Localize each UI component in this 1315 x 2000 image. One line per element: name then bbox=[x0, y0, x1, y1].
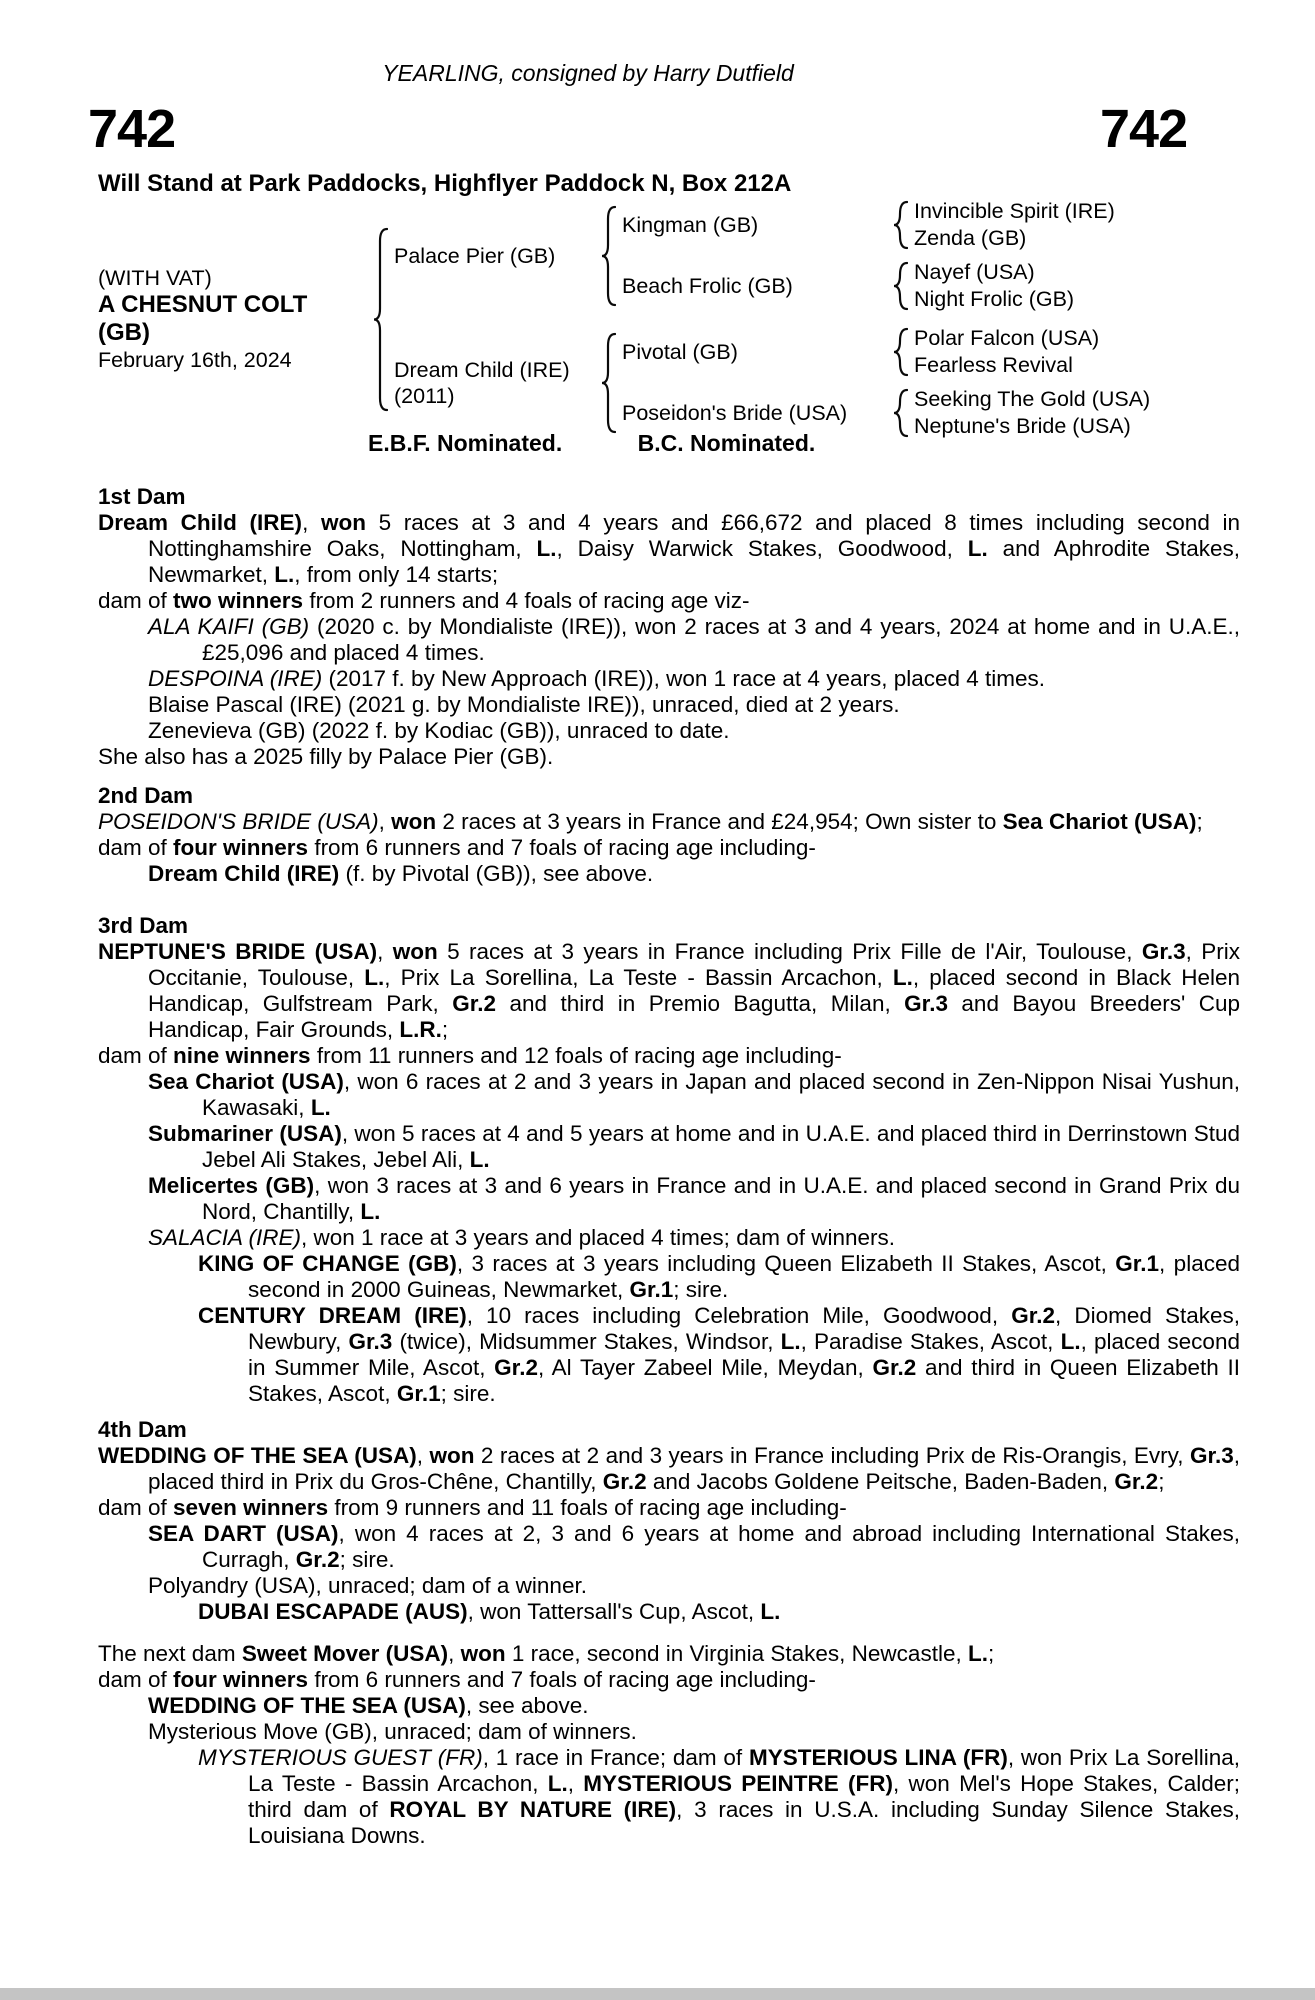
section-heading: 3rd Dam bbox=[98, 913, 189, 938]
text-run: dam of bbox=[98, 1667, 174, 1692]
bc-nominated-label: B.C. Nominated. bbox=[637, 430, 816, 456]
text-run: , won Mel's Hope Stakes, Calder; third dam of bbox=[248, 1771, 1240, 1822]
pedigree-table bbox=[98, 198, 1244, 440]
text-run: ; bbox=[987, 1641, 995, 1666]
text-run: ; sire. bbox=[440, 1381, 496, 1406]
bottom-scan-bar bbox=[0, 1988, 1315, 2000]
text-run: dam of bbox=[98, 835, 174, 860]
text-run: Gr.1 bbox=[396, 1381, 441, 1406]
section-heading: 4th Dam bbox=[98, 1417, 187, 1442]
text-run: , 3 races at 3 years including Queen Elizabeth II Stakes, Ascot, bbox=[456, 1251, 1116, 1276]
vat-note: (WITH VAT) bbox=[98, 266, 212, 290]
text-run: 2 races at 3 years in France and £24,954; Own sister to bbox=[436, 809, 1003, 834]
pedigree-paragraph bbox=[98, 1069, 1240, 1121]
lot-number-right: 742 bbox=[1100, 99, 1188, 159]
text-run: WEDDING OF THE SEA (USA) bbox=[148, 1693, 466, 1718]
text-run: CENTURY DREAM (IRE) bbox=[198, 1303, 467, 1328]
text-run: ; bbox=[1158, 1469, 1165, 1494]
text-run: from 2 runners and 4 foals of racing age viz- bbox=[303, 588, 750, 613]
pedigree-paragraph bbox=[98, 718, 1240, 744]
subject-name: A CHESNUT COLT bbox=[98, 291, 308, 318]
text-run: (twice), Midsummer Stakes, Windsor, bbox=[392, 1329, 781, 1354]
text-run: L. bbox=[780, 1329, 801, 1354]
parents-column bbox=[394, 198, 1244, 440]
pedigree-paragraph bbox=[98, 1043, 1240, 1069]
grandparent-name: Kingman (GB) bbox=[622, 213, 759, 237]
pedigree-paragraph bbox=[98, 1225, 1240, 1251]
text-run: ALA KAIFI (GB) bbox=[148, 614, 310, 639]
pedigree-paragraph bbox=[98, 1719, 1240, 1745]
great-grandparent-name: Seeking The Gold (USA) bbox=[914, 387, 1151, 411]
text-run: L. bbox=[469, 1147, 490, 1172]
text-run: Sea Chariot (USA) bbox=[1002, 809, 1197, 834]
text-run: , bbox=[378, 809, 392, 834]
text-run: Submariner (USA) bbox=[148, 1121, 342, 1146]
text-run: and third in Premio Bagutta, Milan, bbox=[496, 991, 905, 1016]
text-run: ; bbox=[441, 1017, 449, 1042]
dam-section bbox=[98, 783, 1240, 887]
pedigree-paragraph bbox=[98, 1443, 1240, 1495]
brace-icon bbox=[892, 327, 908, 377]
text-run: , bbox=[567, 1771, 584, 1796]
great-grandparents-column bbox=[914, 259, 1244, 313]
dam-name bbox=[394, 357, 594, 409]
grandparents-column bbox=[622, 198, 1244, 313]
text-run: She also has a 2025 filly by Palace Pier (GB). bbox=[98, 744, 554, 769]
text-run: Gr.2 bbox=[1011, 1303, 1055, 1328]
pedigree-paragraph bbox=[98, 1251, 1240, 1303]
text-run: nine winners bbox=[173, 1043, 311, 1068]
great-grandparents-column bbox=[914, 386, 1244, 440]
text-run: , placed second in Summer Mile, Ascot, bbox=[248, 1329, 1240, 1380]
text-run: L. bbox=[547, 1771, 568, 1796]
text-run: and third in Queen Elizabeth II Stakes, Ascot, bbox=[248, 1355, 1240, 1406]
text-run: , bbox=[416, 1443, 430, 1468]
dam-section bbox=[98, 913, 1240, 1407]
pedigree-paragraph bbox=[98, 666, 1240, 692]
great-grandparents-column bbox=[914, 325, 1244, 379]
text-run: Gr.3 bbox=[904, 991, 948, 1016]
pedigree-paragraph bbox=[98, 1573, 1240, 1599]
text-run: 5 races at 3 and 4 years and £66,672 and placed 8 times including second in Nottinghamshire Oaks, Nottingham, bbox=[148, 510, 1240, 561]
text-run: Gr.2 bbox=[295, 1547, 340, 1572]
text-run: Sea Chariot (USA) bbox=[148, 1069, 344, 1094]
pedigree-paragraph bbox=[98, 939, 1240, 1043]
sire-name-line: Palace Pier (GB) bbox=[394, 243, 556, 268]
text-run: two winners bbox=[173, 588, 304, 613]
text-run: and Aphrodite Stakes, Newmarket, bbox=[148, 536, 1240, 587]
text-run: 1 race, second in Virginia Stakes, Newcastle, bbox=[505, 1641, 968, 1666]
brace-icon bbox=[372, 227, 388, 412]
dam-section bbox=[98, 1641, 1240, 1849]
text-run: , won 6 races at 2 and 3 years in Japan and placed second in Zen-Nippon Nisai Yushun, Kawasaki, bbox=[202, 1069, 1240, 1120]
text-run: Gr.2 bbox=[872, 1355, 917, 1380]
text-run: MYSTERIOUS PEINTRE (FR) bbox=[583, 1771, 894, 1796]
consignor-line: YEARLING, consigned by Harry Dutfield bbox=[382, 60, 794, 86]
text-run: Mysterious Move (GB), unraced; dam of winners. bbox=[148, 1719, 637, 1744]
grandparents-column bbox=[622, 325, 1244, 440]
subject-suffix: (GB) bbox=[98, 319, 150, 346]
text-run: won bbox=[392, 939, 438, 964]
text-run: Gr.1 bbox=[1115, 1251, 1160, 1276]
text-run: L. bbox=[967, 536, 988, 561]
text-run: from 6 runners and 7 foals of racing age including- bbox=[308, 835, 816, 860]
grandparent-name: Pivotal (GB) bbox=[622, 340, 738, 364]
text-run: won bbox=[460, 1641, 506, 1666]
text-run: , Daisy Warwick Stakes, Goodwood, bbox=[556, 536, 968, 561]
grandparent-name: Poseidon's Bride (USA) bbox=[622, 401, 848, 425]
text-run: (2017 f. by New Approach (IRE)), won 1 race at 4 years, placed 4 times. bbox=[322, 666, 1046, 691]
text-run: Gr.3 bbox=[1189, 1443, 1234, 1468]
text-run: , won 1 race at 3 years and placed 4 times; dam of winners. bbox=[300, 1225, 896, 1250]
text-run: MYSTERIOUS LINA (FR) bbox=[748, 1745, 1008, 1770]
pedigree-paragraph bbox=[98, 614, 1240, 666]
text-run: (2020 c. by Mondialiste (IRE)), won 2 races at 3 and 4 years, 2024 at home and in U.A.E., £25,096 and placed 4 times. bbox=[202, 614, 1240, 665]
ebf-nominated-label: E.B.F. Nominated. bbox=[368, 430, 563, 456]
text-run: , Prix Occitanie, Toulouse, bbox=[148, 939, 1240, 990]
text-run: , see above. bbox=[465, 1693, 589, 1718]
text-run: won bbox=[320, 510, 366, 535]
text-run: , 1 race in France; dam of bbox=[482, 1745, 749, 1770]
great-grandparent-name: Fearless Revival bbox=[914, 353, 1073, 377]
text-run: L. bbox=[310, 1095, 331, 1120]
text-run: , won 4 races at 2, 3 and 6 years at home and abroad including International Stakes, Curragh, bbox=[202, 1521, 1240, 1572]
pedigree-paragraph bbox=[98, 1173, 1240, 1225]
text-run: won bbox=[429, 1443, 475, 1468]
pedigree-paragraph bbox=[98, 744, 1240, 770]
brace-icon bbox=[600, 205, 616, 307]
text-run: Gr.2 bbox=[602, 1469, 647, 1494]
pedigree-paragraph bbox=[98, 510, 1240, 588]
foaling-date: February 16th, 2024 bbox=[98, 348, 292, 372]
text-run: DESPOINA (IRE) bbox=[148, 666, 323, 691]
dam-name-line: Dream Child (IRE) bbox=[394, 357, 570, 382]
pedigree-paragraph bbox=[98, 1521, 1240, 1573]
text-run: ROYAL BY NATURE (IRE) bbox=[389, 1797, 677, 1822]
pedigree-paragraph bbox=[98, 692, 1240, 718]
pedigree-paragraph bbox=[98, 835, 1240, 861]
dam-section bbox=[98, 1417, 1240, 1625]
stand-location-line: Will Stand at Park Paddocks, Highflyer Paddock N, Box 212A bbox=[98, 170, 792, 197]
text-run: , bbox=[377, 939, 393, 964]
text-run: L.R. bbox=[399, 1017, 442, 1042]
pedigree-paragraph bbox=[98, 861, 1240, 887]
text-run: , Al Tayer Zabeel Mile, Meydan, bbox=[537, 1355, 873, 1380]
text-run: Gr.3 bbox=[348, 1329, 393, 1354]
text-run: four winners bbox=[173, 835, 309, 860]
text-run: , placed second in 2000 Guineas, Newmarket, bbox=[248, 1251, 1240, 1302]
dam-name-line: (2011) bbox=[394, 383, 455, 408]
text-run: , 10 races including Celebration Mile, Goodwood, bbox=[466, 1303, 1012, 1328]
great-grandparent-name: Night Frolic (GB) bbox=[914, 287, 1075, 311]
grandparent-group bbox=[622, 259, 1244, 313]
text-run: SEA DART (USA) bbox=[148, 1521, 339, 1546]
section-heading: 1st Dam bbox=[98, 484, 186, 509]
text-run: WEDDING OF THE SEA (USA) bbox=[98, 1443, 417, 1468]
text-run: Melicertes (GB) bbox=[148, 1173, 315, 1198]
text-run: , won Prix La Sorellina, La Teste - Bassin Arcachon, bbox=[248, 1745, 1241, 1796]
text-run: ; bbox=[1196, 809, 1203, 834]
text-run: won bbox=[391, 809, 437, 834]
text-run: , Paradise Stakes, Ascot, bbox=[800, 1329, 1061, 1354]
text-run: DUBAI ESCAPADE (AUS) bbox=[198, 1599, 468, 1624]
text-run: Sweet Mover (USA) bbox=[241, 1641, 449, 1666]
text-run: , Prix La Sorellina, La Teste - Bassin Arcachon, bbox=[384, 965, 893, 990]
text-run: dam of bbox=[98, 1495, 174, 1520]
brace-icon bbox=[600, 332, 616, 434]
text-run: Gr.3 bbox=[1141, 939, 1186, 964]
text-run: , from only 14 starts; bbox=[294, 562, 499, 587]
text-run: SALACIA (IRE) bbox=[148, 1225, 301, 1250]
subject-block bbox=[98, 265, 366, 373]
text-run: L. bbox=[360, 1199, 381, 1224]
text-run: POSEIDON'S BRIDE (USA) bbox=[98, 809, 379, 834]
lot-number-left: 742 bbox=[88, 99, 176, 159]
grandparent-name: Beach Frolic (GB) bbox=[622, 274, 793, 298]
pedigree-paragraph bbox=[98, 1693, 1240, 1719]
text-run: four winners bbox=[173, 1667, 309, 1692]
text-run: (f. by Pivotal (GB)), see above. bbox=[339, 861, 654, 886]
great-grandparent-name: Nayef (USA) bbox=[914, 260, 1035, 284]
parent-group bbox=[394, 325, 1244, 440]
great-grandparent-name: Neptune's Bride (USA) bbox=[914, 414, 1131, 438]
grandparent-group bbox=[622, 198, 1244, 252]
text-run: L. bbox=[1060, 1329, 1081, 1354]
brace-icon bbox=[892, 388, 908, 438]
text-run: , won 3 races at 3 and 6 years in France and in U.A.E. and placed second in Grand Prix du Nord, Chantilly, bbox=[202, 1173, 1240, 1224]
text-run: L. bbox=[760, 1599, 781, 1624]
text-run: from 11 runners and 12 foals of racing age including- bbox=[310, 1043, 842, 1068]
dam-sections bbox=[98, 484, 1240, 1849]
text-run: and Bayou Breeders' Cup Handicap, Fair Grounds, bbox=[148, 991, 1240, 1042]
text-run: Gr.1 bbox=[629, 1277, 674, 1302]
text-run: 5 races at 3 years in France including Prix Fille de l'Air, Toulouse, bbox=[437, 939, 1142, 964]
pedigree-paragraph bbox=[98, 1599, 1240, 1625]
text-run: The next dam bbox=[98, 1641, 242, 1666]
great-grandparent-name: Polar Falcon (USA) bbox=[914, 326, 1100, 350]
great-grandparent-name: Invincible Spirit (IRE) bbox=[914, 199, 1115, 223]
text-run: , won Tattersall's Cup, Ascot, bbox=[467, 1599, 761, 1624]
text-run: from 6 runners and 7 foals of racing age including- bbox=[308, 1667, 816, 1692]
text-run: NEPTUNE'S BRIDE (USA) bbox=[98, 939, 378, 964]
text-run: , placed second in Black Helen Handicap, Gulfstream Park, bbox=[148, 965, 1241, 1016]
text-run: from 9 runners and 11 foals of racing age including- bbox=[328, 1495, 847, 1520]
text-run: seven winners bbox=[173, 1495, 329, 1520]
pedigree-paragraph bbox=[98, 1745, 1240, 1849]
text-run: Zenevieva (GB) (2022 f. by Kodiac (GB)), unraced to date. bbox=[148, 718, 730, 743]
pedigree-paragraph bbox=[98, 1667, 1240, 1693]
text-run: , bbox=[448, 1641, 461, 1666]
text-run: , 3 races in U.S.A. including Sunday Silence Stakes, Louisiana Downs. bbox=[248, 1797, 1240, 1848]
text-run: Gr.2 bbox=[494, 1355, 538, 1380]
pedigree-tree bbox=[372, 198, 1244, 440]
text-run: Blaise Pascal (IRE) (2021 g. by Mondialiste IRE)), unraced, died at 2 years. bbox=[148, 692, 900, 717]
text-run: MYSTERIOUS GUEST (FR) bbox=[198, 1745, 483, 1770]
nominations-line bbox=[98, 430, 815, 457]
pedigree-paragraph bbox=[98, 1641, 1240, 1667]
text-run: , bbox=[302, 510, 321, 535]
text-run: L. bbox=[364, 965, 385, 990]
pedigree-paragraph bbox=[98, 1303, 1240, 1407]
brace-icon bbox=[892, 200, 908, 250]
text-run: Gr.2 bbox=[452, 991, 497, 1016]
text-run: L. bbox=[536, 536, 557, 561]
great-grandparents-column bbox=[914, 198, 1244, 252]
text-run: KING OF CHANGE (GB) bbox=[198, 1251, 457, 1276]
pedigree-paragraph bbox=[98, 1495, 1240, 1521]
grandparent-group bbox=[622, 325, 1244, 379]
text-run: ; sire. bbox=[673, 1277, 729, 1302]
great-grandparent-name: Zenda (GB) bbox=[914, 226, 1027, 250]
text-run: L. bbox=[892, 965, 913, 990]
text-run: Dream Child (IRE) bbox=[98, 510, 303, 535]
text-run: L. bbox=[967, 1641, 988, 1666]
text-run: L. bbox=[274, 562, 295, 587]
sire-name bbox=[394, 243, 594, 269]
text-run: and Jacobs Goldene Peitsche, Baden-Baden, bbox=[646, 1469, 1115, 1494]
dam-section bbox=[98, 484, 1240, 770]
text-run: , placed third in Prix du Gros-Chêne, Chantilly, bbox=[148, 1443, 1240, 1494]
text-run: Gr.2 bbox=[1114, 1469, 1159, 1494]
text-run: , Diomed Stakes, Newbury, bbox=[248, 1303, 1240, 1354]
text-run: dam of bbox=[98, 1043, 174, 1068]
pedigree-paragraph bbox=[98, 588, 1240, 614]
text-run: Dream Child (IRE) bbox=[148, 861, 340, 886]
brace-icon bbox=[892, 261, 908, 311]
text-run: ; sire. bbox=[339, 1547, 395, 1572]
pedigree-paragraph bbox=[98, 1121, 1240, 1173]
text-run: dam of bbox=[98, 588, 174, 613]
pedigree-paragraph bbox=[98, 809, 1240, 835]
text-run: , won 5 races at 4 and 5 years at home and in U.A.E. and placed third in Derrinstown Stud Jebel Ali Stakes, Jebel Ali, bbox=[202, 1121, 1241, 1172]
section-heading: 2nd Dam bbox=[98, 783, 194, 808]
parent-group bbox=[394, 198, 1244, 313]
text-run: 2 races at 2 and 3 years in France including Prix de Ris-Orangis, Evry, bbox=[474, 1443, 1190, 1468]
text-run: Polyandry (USA), unraced; dam of a winner. bbox=[148, 1573, 587, 1598]
